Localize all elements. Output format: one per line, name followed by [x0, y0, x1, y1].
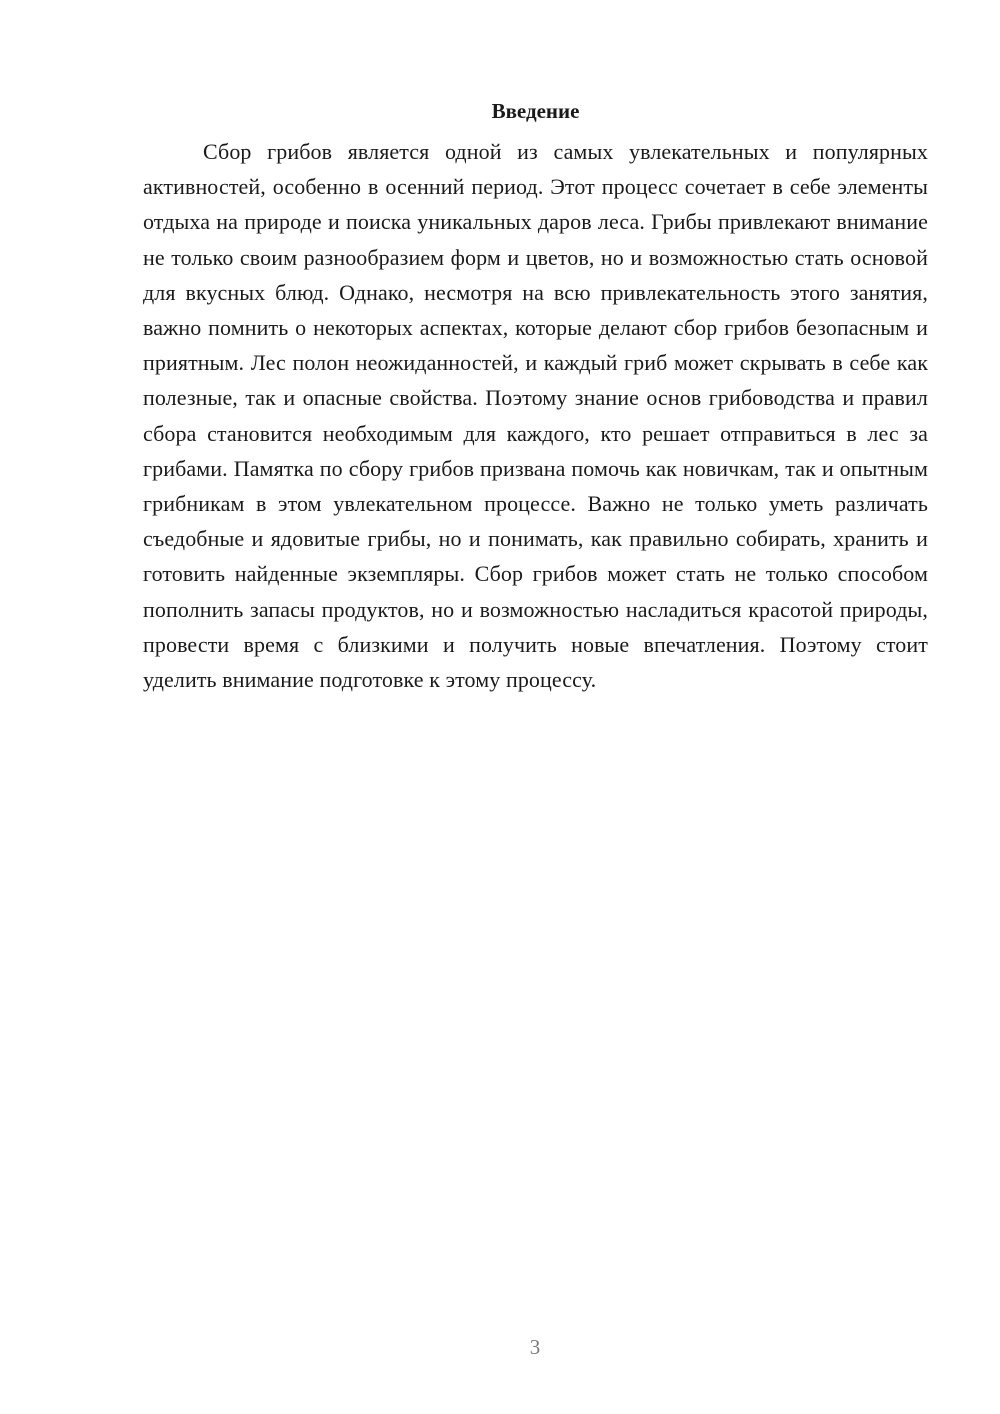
page-content — [143, 96, 928, 697]
section-heading: Введение — [491, 99, 580, 123]
page-number: 3 — [529, 1335, 541, 1359]
intro-paragraph: Сбор грибов является одной из самых увлекательных и популярных активностей, особенно в осенний период. Этот процесс сочетает в себе элементы отдыха на природе и поиска уникальных даров леса. Грибы привлекают внимание не только своим разнообразием форм и цветов, но и возможностью стать основой для вкусных блюд. Однако, несмотря на всю привлекательность этого занятия, важно помнить о некоторых аспектах, которые делают сбор грибов безопасным и приятным. Лес полон неожиданностей, и каждый гриб может скрывать в себе как полезные, так и опасные свойства. Поэтому знание основ грибоводства и правил сбора становится необходимым для каждого, кто решает отправиться в лес за грибами. Памятка по сбору грибов призвана помочь как новичкам, так и опытным грибникам в этом увлекательном процессе. Важно не только уметь различать съедобные и ядовитые грибы, но и понимать, как правильно собирать, хранить и готовить найденные экземпляры. Сбор грибов может стать не только способом пополнить запасы продуктов, но и возможностью насладиться красотой природы, провести время с близкими и получить новые впечатления. Поэтому стоит уделить внимание подготовке к этому процессу. — [143, 139, 928, 693]
